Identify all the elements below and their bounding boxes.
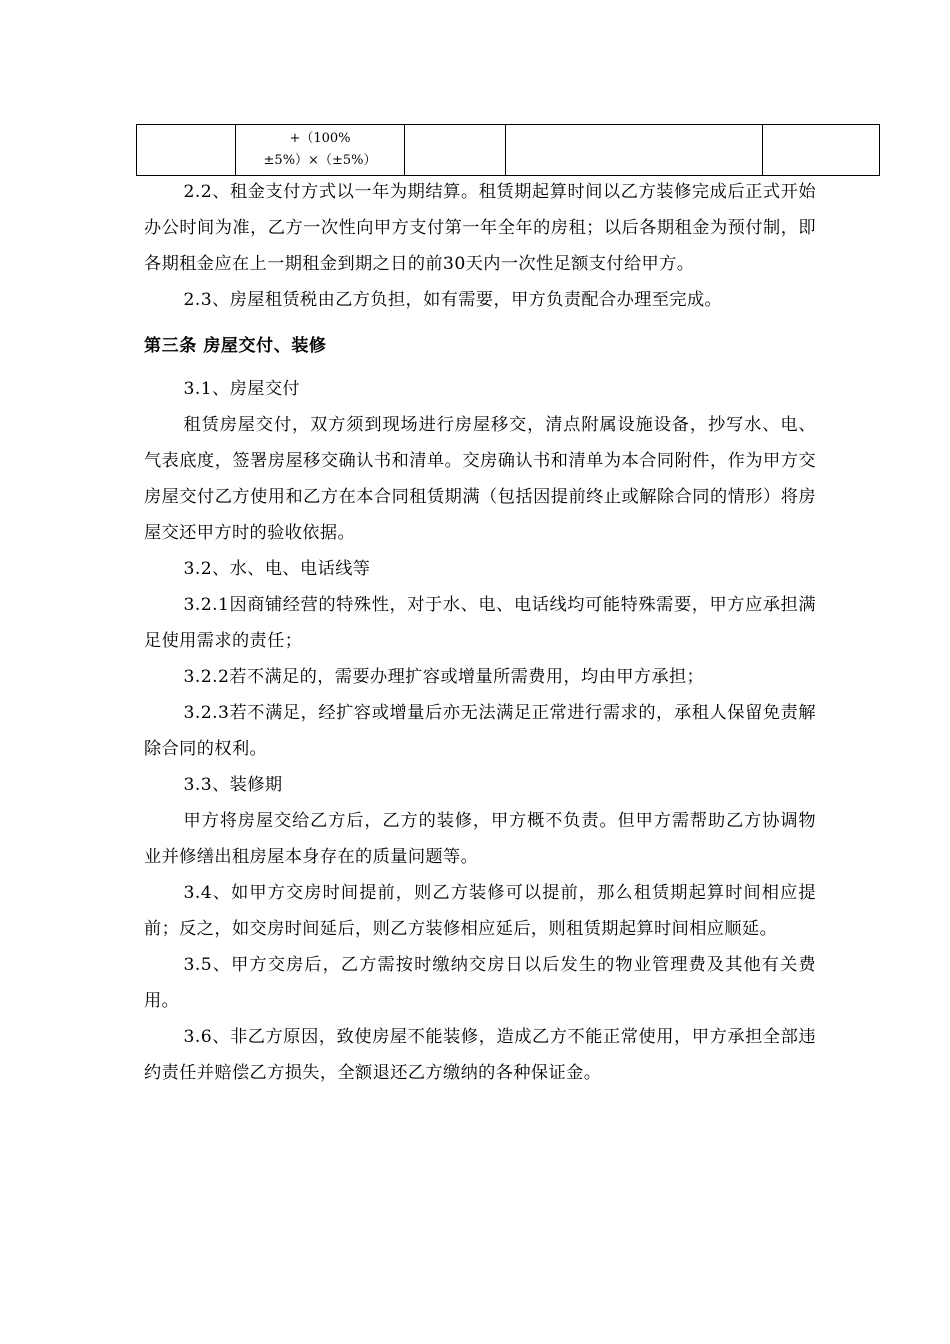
cell-text-line: +（100% — [289, 131, 351, 146]
paragraph: 甲方将房屋交给乙方后，乙方的装修，甲方概不负责。但甲方需帮助乙方协调物业并修缮出租房屋本身存在的质量问题等。 — [144, 811, 816, 867]
cell-text-line: ±5%）×（±5%） — [263, 153, 377, 168]
subsection-title: 3.2、水、电、电话线等 — [183, 559, 371, 579]
paragraph: 2.3、房屋租赁税由乙方负担，如有需要，甲方负责配合办理至完成。 — [183, 290, 723, 310]
table-cell — [506, 125, 763, 176]
paragraph: 3.5、甲方交房后，乙方需按时缴纳交房日以后发生的物业管理费及其他有关费用。 — [144, 955, 816, 1011]
paragraph: 3.2.3若不满足，经扩容或增量后亦无法满足正常进行需求的，承租人保留免责解除合同的权利。 — [144, 703, 816, 759]
table-row — [137, 125, 880, 176]
table-cell — [137, 125, 236, 176]
table-fragment — [136, 124, 880, 176]
table-cell — [763, 125, 880, 176]
subsection-title: 3.3、装修期 — [183, 775, 283, 795]
table-cell — [405, 125, 506, 176]
paragraph: 3.2.2若不满足的，需要办理扩容或增量所需费用，均由甲方承担； — [183, 667, 705, 687]
paragraph: 2.2、租金支付方式以一年为期结算。租赁期起算时间以乙方装修完成后正式开始办公时间为准，乙方一次性向甲方支付第一年全年的房租；以后各期租金为预付制，即各期租金应在上一期租金到期之日的前30天内一次性足额支付给甲方。 — [144, 182, 816, 274]
section-heading: 第三条 房屋交付、装修 — [144, 336, 327, 356]
document-body — [144, 174, 816, 1091]
paragraph: 3.2.1因商铺经营的特殊性，对于水、电、电话线均可能特殊需要，甲方应承担满足使用需求的责任； — [144, 595, 816, 651]
table-cell — [236, 125, 405, 176]
subsection-title: 3.1、房屋交付 — [183, 379, 301, 399]
paragraph: 3.4、如甲方交房时间提前，则乙方装修可以提前，那么租赁期起算时间相应提前；反之，如交房时间延后，则乙方装修相应延后，则租赁期起算时间相应顺延。 — [144, 883, 816, 939]
paragraph: 租赁房屋交付，双方须到现场进行房屋移交，清点附属设施设备，抄写水、电、气表底度，签署房屋移交确认书和清单。交房确认书和清单为本合同附件，作为甲方交房屋交付乙方使用和乙方在本合同租赁期满（包括因提前终止或解除合同的情形）将房屋交还甲方时的验收依据。 — [144, 415, 816, 543]
paragraph: 3.6、非乙方原因，致使房屋不能装修，造成乙方不能正常使用，甲方承担全部违约责任并赔偿乙方损失，全额退还乙方缴纳的各种保证金。 — [144, 1027, 816, 1083]
